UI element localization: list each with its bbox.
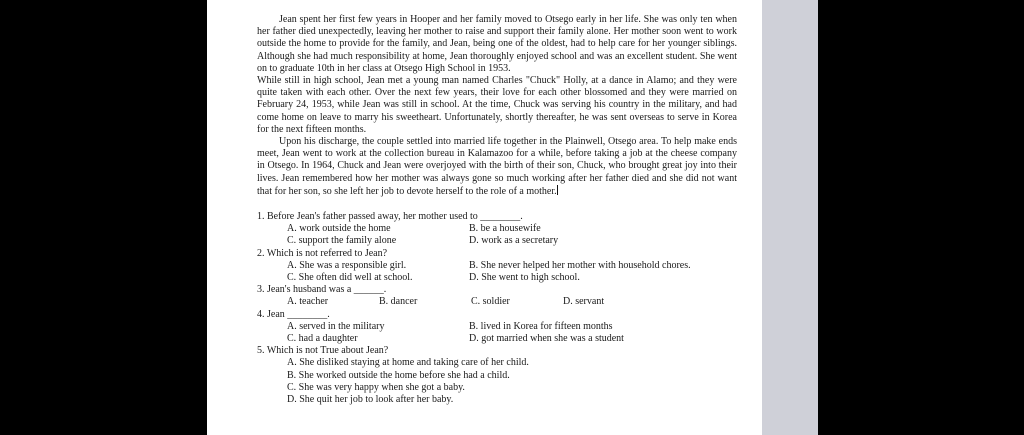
option-b: B. She never helped her mother with household chores. (469, 259, 691, 271)
option-d: D. servant (563, 296, 605, 308)
option-a: A. She disliked staying at home and taking care of her child. (287, 357, 529, 369)
question-4 (257, 309, 737, 346)
question-stem: 4. Jean ________. (257, 308, 330, 320)
question-stem: 1. Before Jean's father passed away, her mother used to ________. (257, 211, 523, 223)
passage-paragraph-1: Jean spent her first few years in Hooper and her family moved to Otsego early in her life. She was only ten when her father died unexpectedly, leaving her mother to raise and support their family alone. Her mother soon went to work outside the home to provide for the family, and Jean, being one of the oldest, had to help care for her younger siblings. Although she had much responsibility at home, Jean thoroughly enjoyed school and was an excellent student. She went on to graduate 10th in her class at Otsego High School in 1953. (257, 14, 737, 74)
option-c: C. had a daughter (287, 333, 358, 345)
question-options (287, 357, 737, 406)
option-b: B. lived in Korea for fifteen months (469, 320, 613, 332)
option-b: B. dancer (379, 296, 418, 308)
option-a: A. work outside the home (287, 223, 391, 235)
background-left (0, 0, 207, 435)
question-5 (257, 345, 737, 406)
option-d: D. She went to high school. (469, 272, 580, 284)
option-d: D. work as a secretary (469, 235, 559, 247)
question-1 (257, 211, 737, 248)
document-content (257, 14, 737, 406)
document-page (207, 0, 762, 435)
question-3 (257, 284, 737, 308)
background-right (818, 0, 1024, 435)
passage-paragraph-3 (257, 136, 737, 198)
option-a: A. served in the military (287, 320, 385, 332)
question-options (287, 260, 737, 284)
option-a: A. She was a responsible girl. (287, 259, 407, 271)
option-c: C. She was very happy when she got a baby. (287, 381, 465, 393)
question-stem: 5. Which is not True about Jean? (257, 345, 389, 357)
option-c: C. She often did well at school. (287, 272, 413, 284)
question-stem: 2. Which is not referred to Jean? (257, 247, 388, 259)
question-options (287, 296, 737, 308)
option-d: D. got married when she was a student (469, 333, 624, 345)
side-panel-strip (762, 0, 818, 435)
option-b: B. be a housewife (469, 223, 541, 235)
question-stem: 3. Jean's husband was a ______. (257, 284, 387, 296)
question-options (287, 223, 737, 247)
passage-paragraph-3-text: Upon his discharge, the couple settled into married life together in the Plainwell, Otsego area. To help make ends meet, Jean went to work at the collection bureau in Kalamazoo for a while, before taking a job at the cheese company in Otsego. In 1964, Chuck and Jean were overjoyed with the birth of their son, Chuck, who brought great joy into their lives. Jean remembered how her mother was always gone so much working after her father died and she did not want that for her son, so she left her job to devote herself to the role of a mother. (257, 136, 737, 197)
question-options (287, 321, 737, 345)
passage-paragraph-2: While still in high school, Jean met a young man named Charles "Chuck" Holly, at a dance in Alamo; and they were quite taken with each other. Over the next few years, their love for each other blossomed and they were married on February 24, 1953, while Jean was still in school. At the time, Chuck was serving his country in the military, and had come home on leave to marry his sweetheart. Unfortunately, shortly thereafter, he was sent overseas to serve in Korea for the next fifteen months. (257, 75, 737, 135)
question-2 (257, 248, 737, 285)
option-c: C. support the family alone (287, 235, 397, 247)
text-cursor (557, 185, 558, 195)
question-list (257, 211, 737, 406)
option-a: A. teacher (287, 296, 329, 308)
option-c: C. soldier (471, 296, 510, 308)
option-b: B. She worked outside the home before she had a child. (287, 369, 510, 381)
option-d: D. She quit her job to look after her baby. (287, 394, 454, 406)
